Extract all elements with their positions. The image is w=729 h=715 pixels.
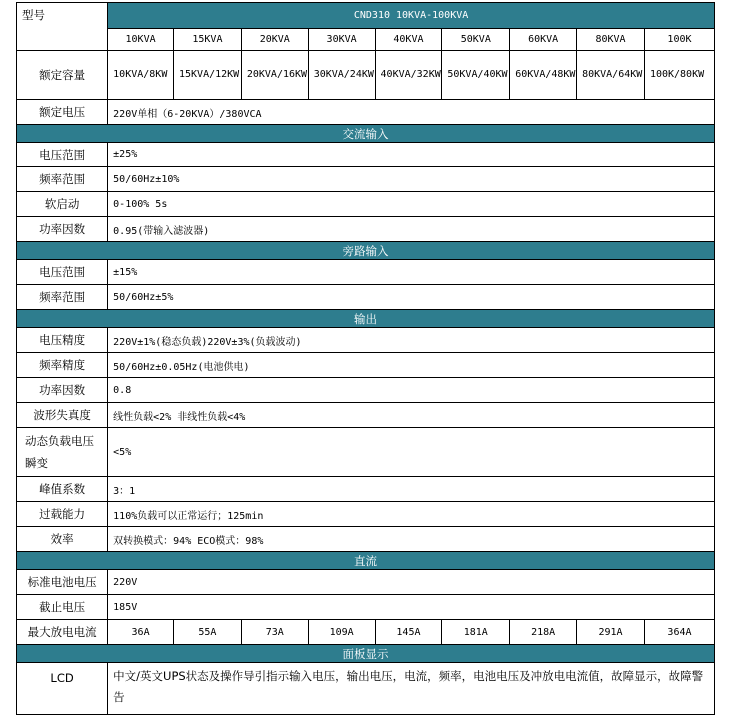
rated-voltage-value: 220V单相（6-20KVA）/380VCA [108, 100, 715, 125]
spec-row [17, 428, 715, 477]
capacity-label: 额定容量 [17, 51, 108, 100]
std-batt-voltage-value: 220V [108, 570, 715, 595]
capacity-cell: 80KVA/64KW [577, 51, 645, 100]
capacity-cell: 15KVA/12KW [173, 51, 241, 100]
model-series: CND310 10KVA-100KVA [108, 3, 715, 29]
spec-row [17, 328, 715, 353]
spec-table [16, 2, 715, 715]
capacity-cell: 10KVA/8KW [108, 51, 174, 100]
spec-row [17, 502, 715, 527]
power-factor-label: 功率因数 [17, 378, 108, 403]
crest-factor-value: 3：1 [108, 477, 715, 502]
voltage-precision-value: 220V±1%(稳态负载)220V±3%(负载波动) [108, 328, 715, 353]
section-row [17, 310, 715, 328]
discharge-cell: 181A [442, 620, 510, 645]
model-cell: 80KVA [577, 29, 645, 51]
capacity-cell: 100K/80KW [644, 51, 714, 100]
bypass-freq-range-value: 50/60Hz±5% [108, 285, 715, 310]
discharge-cell: 73A [241, 620, 308, 645]
crest-factor-label: 峰值系数 [17, 477, 108, 502]
capacity-cell: 20KVA/16KW [241, 51, 308, 100]
capacity-cell: 60KVA/48KW [510, 51, 577, 100]
discharge-cell: 36A [108, 620, 174, 645]
waveform-distortion-value: 线性负载<2% 非线性负载<4% [108, 403, 715, 428]
model-cell: 15KVA [173, 29, 241, 51]
section-panel: 面板显示 [17, 645, 715, 663]
section-ac-input: 交流输入 [17, 125, 715, 143]
spec-row [17, 403, 715, 428]
spec-row [17, 595, 715, 620]
discharge-cell: 218A [510, 620, 577, 645]
out-power-factor-value: 0.8 [108, 378, 715, 403]
overload-value: 110%负载可以正常运行；125min [108, 502, 715, 527]
dynamic-transient-label: 动态负载电压瞬变 [17, 428, 108, 477]
ac-power-factor-value: 0.95(带输入滤波器) [108, 217, 715, 242]
lcd-value: 中文/英文UPS状态及操作导引指示输入电压，输出电压，电流，频率，电池电压及冲放电电流值，故障显示，故障警告 [108, 663, 715, 715]
section-dc: 直流 [17, 552, 715, 570]
discharge-cell: 109A [308, 620, 375, 645]
spec-row [17, 570, 715, 595]
discharge-cell: 145A [375, 620, 442, 645]
capacity-cell: 50KVA/40KW [442, 51, 510, 100]
spec-row [17, 285, 715, 310]
waveform-distortion-label: 波形失真度 [17, 403, 108, 428]
spec-row [17, 143, 715, 167]
model-label: 型号 [17, 3, 108, 51]
spec-row [17, 260, 715, 285]
cutoff-voltage-label: 截止电压 [17, 595, 108, 620]
discharge-cell: 364A [644, 620, 714, 645]
power-factor-label: 功率因数 [17, 217, 108, 242]
bypass-voltage-range-value: ±15% [108, 260, 715, 285]
max-discharge-row [17, 620, 715, 645]
model-cell: 10KVA [108, 29, 174, 51]
spec-row [17, 192, 715, 217]
freq-precision-label: 频率精度 [17, 353, 108, 378]
capacity-row [17, 51, 715, 100]
soft-start-value: 0-100% 5s [108, 192, 715, 217]
voltage-precision-label: 电压精度 [17, 328, 108, 353]
soft-start-label: 软启动 [17, 192, 108, 217]
freq-range-label: 频率范围 [17, 285, 108, 310]
model-cell: 50KVA [442, 29, 510, 51]
spec-row [17, 378, 715, 403]
freq-precision-value: 50/60Hz±0.05Hz(电池供电) [108, 353, 715, 378]
model-cell: 30KVA [308, 29, 375, 51]
rated-voltage-label: 额定电压 [17, 100, 108, 125]
spec-row [17, 217, 715, 242]
model-cell: 20KVA [241, 29, 308, 51]
model-cell: 40KVA [375, 29, 442, 51]
spec-row [17, 167, 715, 192]
section-row [17, 552, 715, 570]
efficiency-value: 双转换模式：94% ECO模式：98% [108, 527, 715, 552]
spec-row [17, 527, 715, 552]
spec-row [17, 477, 715, 502]
model-header-row [17, 3, 715, 29]
lcd-row [17, 663, 715, 715]
rated-voltage-row [17, 100, 715, 125]
cutoff-voltage-value: 185V [108, 595, 715, 620]
voltage-range-label: 电压范围 [17, 143, 108, 167]
section-row [17, 242, 715, 260]
ac-freq-range-value: 50/60Hz±10% [108, 167, 715, 192]
section-row [17, 645, 715, 663]
capacity-cell: 40KVA/32KW [375, 51, 442, 100]
max-discharge-label: 最大放电电流 [17, 620, 108, 645]
model-cell: 60KVA [510, 29, 577, 51]
discharge-cell: 291A [577, 620, 645, 645]
dynamic-transient-value: <5% [108, 428, 715, 477]
freq-range-label: 频率范围 [17, 167, 108, 192]
model-list-row [17, 29, 715, 51]
capacity-cell: 30KVA/24KW [308, 51, 375, 100]
model-cell: 100K [644, 29, 714, 51]
spec-row [17, 353, 715, 378]
section-row [17, 125, 715, 143]
efficiency-label: 效率 [17, 527, 108, 552]
section-bypass-input: 旁路输入 [17, 242, 715, 260]
discharge-cell: 55A [173, 620, 241, 645]
ac-voltage-range-value: ±25% [108, 143, 715, 167]
section-output: 输出 [17, 310, 715, 328]
overload-label: 过载能力 [17, 502, 108, 527]
lcd-label: LCD [17, 663, 108, 715]
voltage-range-label: 电压范围 [17, 260, 108, 285]
std-batt-voltage-label: 标准电池电压 [17, 570, 108, 595]
